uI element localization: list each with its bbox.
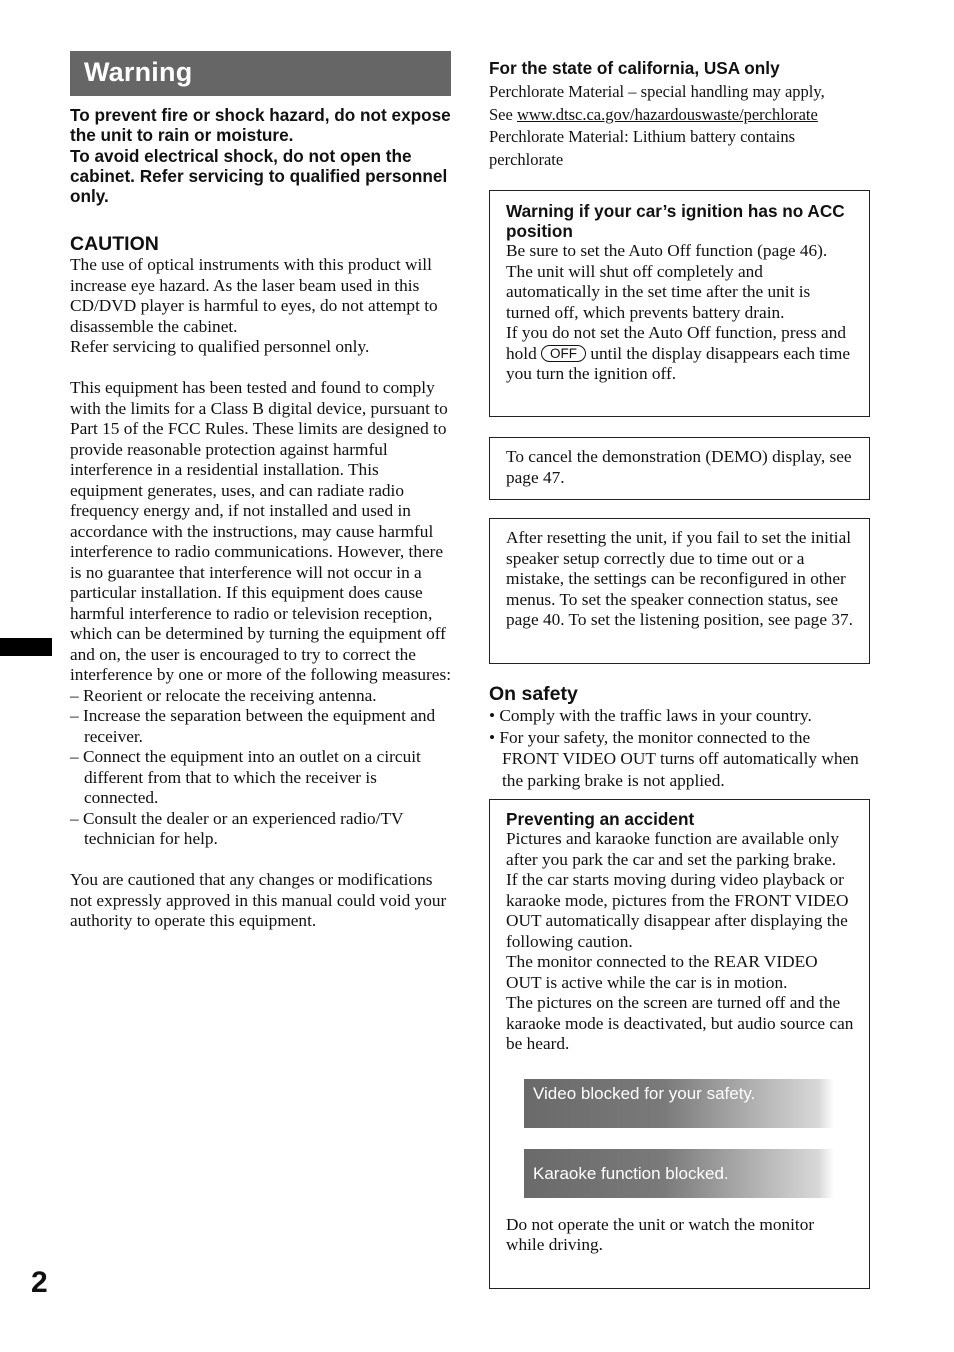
speaker-reset-text: After resetting the unit, if you fail to set the initial speaker setup correctly due to time out or a mistake, the settings can be reconfigured in other menus. To set the speaker connection status, see page 40. To set the listening position, see page 37. [506, 528, 853, 629]
acc-warning-text: Be sure to set the Auto Off function (page 46). [506, 241, 828, 260]
fcc-statement: This equipment has been tested and found to comply with the limits for a Class B digital device, pursuant to Part 15 of the FCC Rules. These limits are designed to provide reasonable protection against harmful interference in a residential installation. This equipment generates, uses, and can radiate radio frequency energy and, if not installed and used in accordance with the instructions, may cause harmful interference to radio communications. However, there is no guarantee that interference will not occur in a particular installation. If this equipment does cause harmful interference to radio or television reception, which can be determined by turning the equipment off and on, the user is encouraged to try to correct the interference by one or more of the following measures: [70, 378, 452, 685]
perchlorate-line: Perchlorate Material: Lithium battery contains perchlorate [489, 127, 796, 169]
left-column [70, 51, 451, 932]
acc-warning-text: The unit will shut off completely and automatically in the set time after the unit is turned off, which prevents battery drain. [506, 261, 811, 322]
page-title: Warning [70, 51, 451, 96]
hazard-warning-line: To avoid electrical shock, do not open the cabinet. Refer servicing to qualified personnel only. [70, 145, 448, 207]
accident-heading: Preventing an accident [506, 809, 695, 829]
list-item: • For your safety, the monitor connected to the FRONT VIDEO OUT turns off automatically when the parking brake is not applied. [489, 727, 859, 790]
list-item: • Comply with the traffic laws in your country. [489, 706, 812, 725]
perchlorate-see-line [489, 104, 870, 127]
demo-text: To cancel the demonstration (DEMO) display, see page 47. [506, 447, 852, 487]
demo-box [489, 437, 870, 500]
caution-refer-text: Refer servicing to qualified personnel only. [70, 337, 370, 357]
list-item: – Consult the dealer or an experienced radio/TV technician for help. [70, 808, 404, 849]
acc-text-after: until the display disappears each time you turn the ignition off. [506, 343, 850, 383]
caution-text: The use of optical instruments with this product will increase eye hazard. As the laser beam used in this CD/DVD player is harmful to eyes, do not attempt to disassemble the cabinet. [70, 255, 438, 336]
video-blocked-message: Video blocked for your safety. [524, 1079, 834, 1128]
modifications-statement: You are cautioned that any changes or modifications not expressly approved in this manual could void your authority to operate this equipment. [70, 870, 447, 931]
safety-list [489, 705, 870, 791]
hazard-warning [70, 105, 451, 206]
acc-text-before: If you do not set the Auto Off function, press and hold [506, 323, 846, 363]
accident-text: The monitor connected to the REAR VIDEO OUT is active while the car is in motion. [506, 952, 818, 992]
safety-heading: On safety [489, 683, 578, 705]
off-key-icon: OFF [541, 345, 586, 362]
perchlorate-line: Perchlorate Material – special handling may apply, [489, 82, 825, 101]
accident-prevention-box [489, 799, 870, 1289]
accident-text: Pictures and karaoke function are available only after you park the car and set the parking brake. [506, 829, 840, 869]
acc-warning-heading: Warning if your car’s ignition has no ACC position [506, 201, 845, 241]
right-column [489, 58, 870, 1289]
list-item: – Reorient or relocate the receiving antenna. [70, 685, 377, 705]
section-tab-marker [0, 638, 52, 656]
accident-text: If the car starts moving during video playback or karaoke mode, pictures from the FRONT VIDEO OUT automatically disappear after displaying the following caution. [506, 870, 849, 951]
acc-warning-text [506, 323, 854, 385]
list-item: – Increase the separation between the equipment and receiver. [70, 706, 436, 746]
perchlorate-link[interactable]: www.dtsc.ca.gov/hazardouswaste/perchlorate [516, 104, 818, 124]
acc-warning-box [489, 190, 870, 417]
speaker-reset-box [489, 518, 870, 664]
caution-section [70, 255, 451, 932]
perchlorate-see-label: See [489, 104, 517, 124]
hazard-warning-line: To prevent fire or shock hazard, do not expose the unit to rain or moisture. [70, 105, 451, 146]
list-item: – Connect the equipment into an outlet on a circuit different from that to which the receiver is connected. [70, 747, 421, 808]
driving-warning-text: Do not operate the unit or watch the monitor while driving. [506, 1214, 815, 1254]
karaoke-blocked-message: Karaoke function blocked. [524, 1149, 834, 1198]
fcc-measures-list [70, 686, 451, 850]
california-heading: For the state of california, USA only [489, 58, 780, 78]
page-number: 2 [31, 1266, 48, 1299]
caution-heading: CAUTION [70, 233, 159, 256]
accident-text: The pictures on the screen are turned off and the karaoke mode is deactivated, but audio source can be heard. [506, 993, 854, 1053]
perchlorate-notice [489, 81, 870, 171]
